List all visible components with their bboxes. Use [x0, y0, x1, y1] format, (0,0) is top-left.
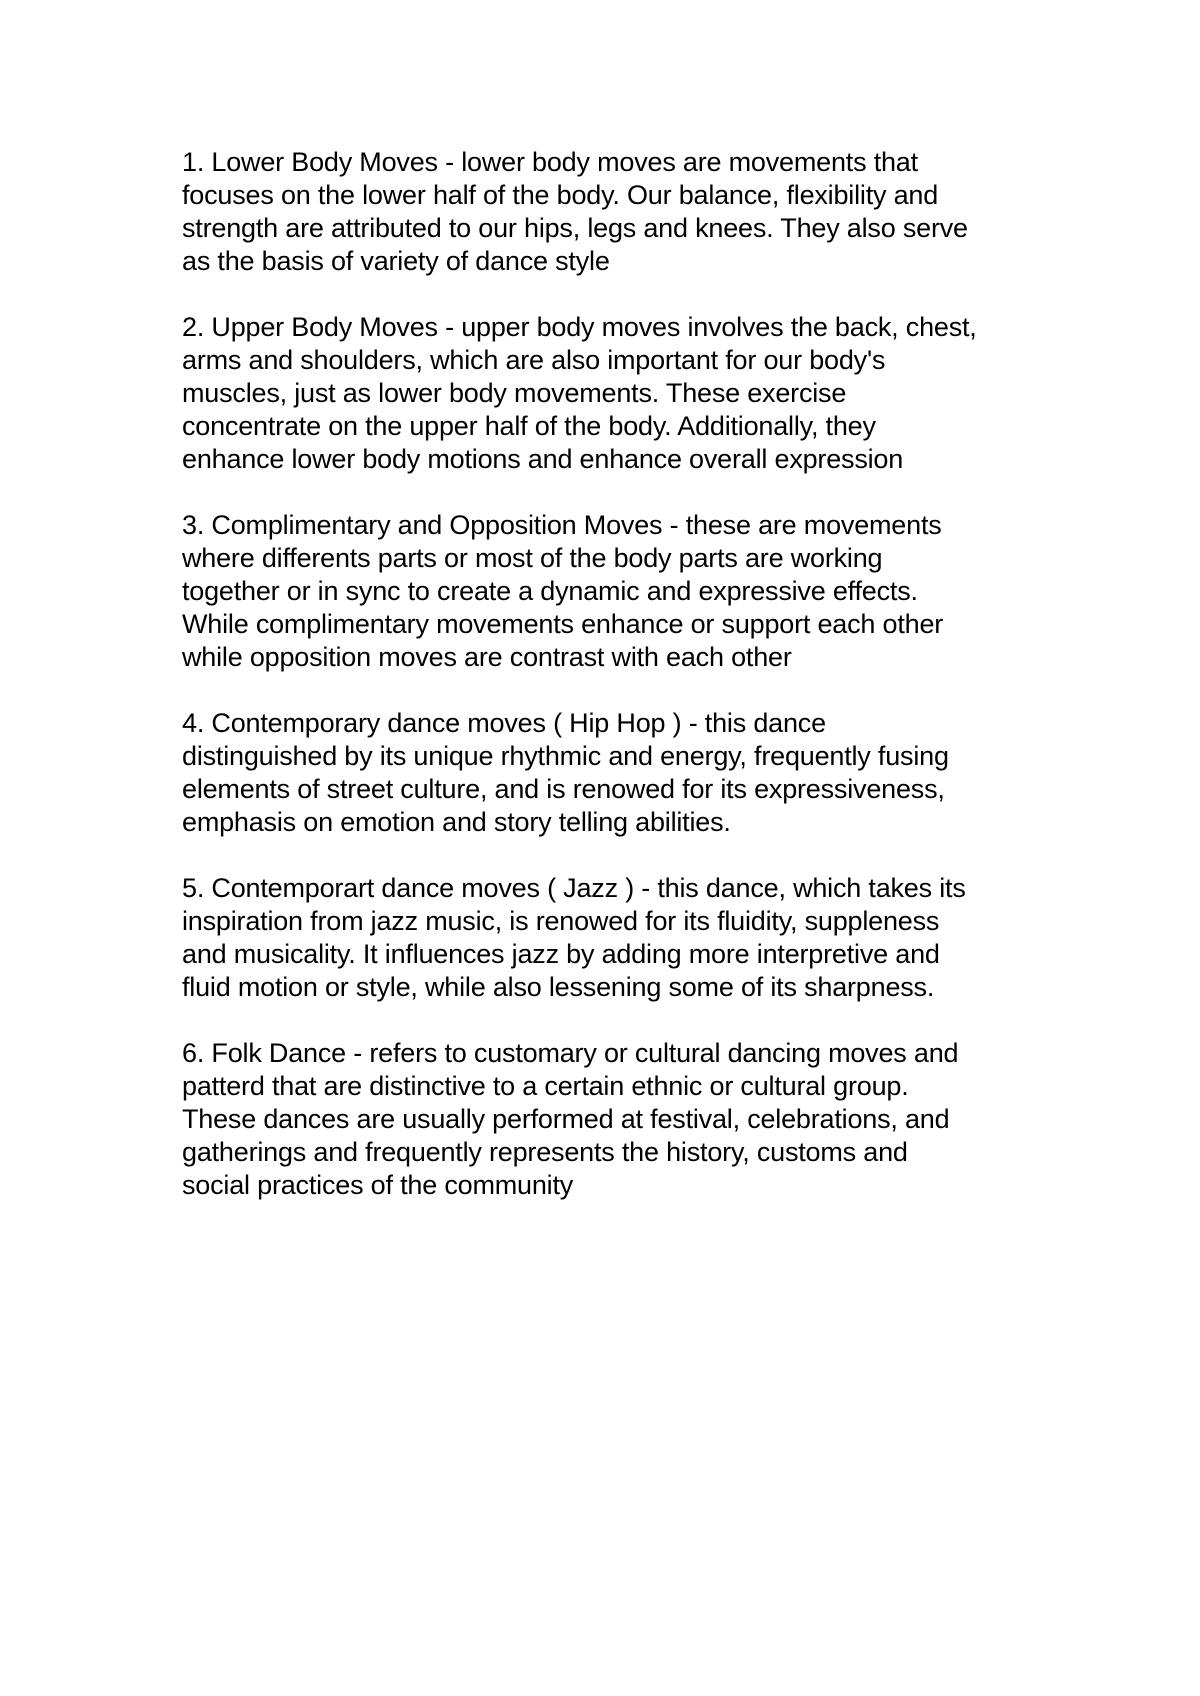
text-line: emphasis on emotion and story telling abilities. [182, 807, 731, 837]
text-line: muscles, just as lower body movements. These exercise [182, 378, 847, 408]
text-line: as the basis of variety of dance style [182, 246, 610, 276]
text-line: 5. Contemporart dance moves ( Jazz ) - this dance, which takes its [182, 873, 966, 903]
text-line: and musicality. It influences jazz by adding more interpretive and [182, 939, 940, 969]
text-line: concentrate on the upper half of the body. Additionally, they [182, 411, 876, 441]
paragraph-contemporary-hip-hop [182, 707, 1062, 839]
document-body [182, 146, 1062, 1235]
text-line: focuses on the lower half of the body. Our balance, flexibility and [182, 180, 939, 210]
text-line: These dances are usually performed at festival, celebrations, and [182, 1104, 950, 1134]
text-line: 6. Folk Dance - refers to customary or cultural dancing moves and [182, 1038, 959, 1068]
text-line: While complimentary movements enhance or support each other [182, 609, 944, 639]
paragraph-folk-dance [182, 1037, 1062, 1202]
text-line: where differents parts or most of the body parts are working [182, 543, 883, 573]
text-line: enhance lower body motions and enhance overall expression [182, 444, 904, 474]
paragraph-lower-body-moves [182, 146, 1062, 278]
paragraph-complimentary-opposition-moves [182, 509, 1062, 674]
text-line: strength are attributed to our hips, legs and knees. They also serve [182, 213, 968, 243]
text-line: together or in sync to create a dynamic and expressive effects. [182, 576, 918, 606]
text-line: while opposition moves are contrast with each other [182, 642, 792, 672]
paragraph-upper-body-moves [182, 311, 1062, 476]
text-line: elements of street culture, and is renowed for its expressiveness, [182, 774, 945, 804]
text-line: fluid motion or style, while also lessening some of its sharpness. [182, 972, 935, 1002]
text-line: gatherings and frequently represents the history, customs and [182, 1137, 908, 1167]
text-line: distinguished by its unique rhythmic and energy, frequently fusing [182, 741, 949, 771]
text-line: 2. Upper Body Moves - upper body moves involves the back, chest, [182, 312, 977, 342]
text-line: social practices of the community [182, 1170, 574, 1200]
text-line: patterd that are distinctive to a certain ethnic or cultural group. [182, 1071, 909, 1101]
text-line: 1. Lower Body Moves - lower body moves are movements that [182, 147, 918, 177]
text-line: 3. Complimentary and Opposition Moves - these are movements [182, 510, 942, 540]
text-line: inspiration from jazz music, is renowed for its fluidity, suppleness [182, 906, 940, 936]
text-line: arms and shoulders, which are also important for our body's [182, 345, 886, 375]
paragraph-contemporary-jazz [182, 872, 1062, 1004]
text-line: 4. Contemporary dance moves ( Hip Hop ) - this dance [182, 708, 826, 738]
